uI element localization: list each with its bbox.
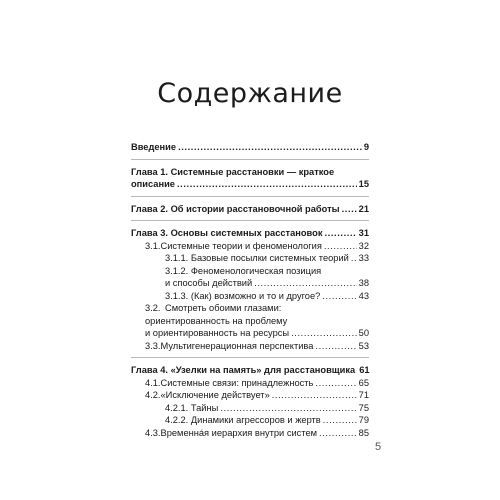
leader-dots xyxy=(322,290,356,303)
toc-entry-3-1-2[interactable]: 3.1.2. Феноменологическая позиция и способы действий ..... 38 xyxy=(131,265,369,290)
divider xyxy=(131,159,369,160)
leader-dots xyxy=(342,203,357,216)
toc-entry-4-2-2[interactable]: 4.2.2. Динамики агрессоров и жертв ..... 79 xyxy=(131,414,369,427)
page-ref: 79 xyxy=(358,415,369,425)
leader-dots xyxy=(220,402,356,415)
leader-dots xyxy=(324,227,356,240)
page-ref: 38 xyxy=(358,278,369,288)
toc-entry-3-2[interactable]: 3.2. Смотреть обоими глазами: ориентированность на проблему и ориентированность на ресурсы ..... 50 xyxy=(131,302,369,340)
page-ref: 71 xyxy=(358,390,369,400)
page-ref: 53 xyxy=(358,340,369,351)
page-ref: 61 xyxy=(359,365,370,375)
toc-entry-4-2-1[interactable]: 4.2.1. Тайны ..... 75 xyxy=(131,402,369,415)
leader-dots xyxy=(315,377,356,390)
page-number: 5 xyxy=(375,441,382,453)
toc-entry-4-1[interactable]: 4.1. Системные связи: принадлежность ..... 65 xyxy=(131,377,369,390)
page-ref: 75 xyxy=(358,402,369,413)
page-ref: 85 xyxy=(358,427,369,438)
toc-entry-3-3[interactable]: 3.3. Мультигенерационная перспектива ..... 53 xyxy=(131,340,369,353)
toc-entry-introduction[interactable]: Введение ..... 9 xyxy=(131,141,369,154)
divider xyxy=(131,220,369,221)
toc-entry-4-3[interactable]: 4.3. Временнáя иерархия внутри систем ..... 85 xyxy=(131,427,369,440)
toc-entry-chapter-1[interactable]: Глава 1. Системные расстановки — краткое описание ..... 15 xyxy=(131,166,369,191)
page-ref: 21 xyxy=(358,203,369,214)
toc-entry-chapter-3[interactable]: Глава 3. Основы системных расстановок ..... 31 xyxy=(131,227,369,240)
table-of-contents xyxy=(131,141,369,439)
leader-dots xyxy=(178,141,362,154)
leader-dots xyxy=(272,389,357,402)
toc-entry-3-1-3[interactable]: 3.1.3. (Как) возможно и то и другое? ..... 43 xyxy=(131,290,369,303)
leader-dots xyxy=(291,327,357,340)
page-ref: 32 xyxy=(358,240,369,251)
toc-entry-3-1-1[interactable]: 3.1.1. Базовые посылки системных теорий ..... 33 xyxy=(131,252,369,265)
leader-dots xyxy=(315,340,356,353)
toc-entry-chapter-4[interactable]: Глава 4. «Узелки на память» для расстановщика 61 xyxy=(131,365,370,375)
page-ref: 65 xyxy=(358,377,369,388)
page-ref: 33 xyxy=(358,253,369,263)
leader-dots xyxy=(254,277,356,290)
toc-entry-4-2[interactable]: 4.2. «Исключение действует» ..... 71 xyxy=(131,389,369,402)
leader-dots xyxy=(319,427,357,440)
leader-dots xyxy=(324,240,357,253)
page-ref: 43 xyxy=(358,290,369,301)
leader-dots xyxy=(323,414,357,427)
toc-entry-chapter-2[interactable]: Глава 2. Об истории расстановочной работы ..... 21 xyxy=(131,203,369,216)
page-ref: 31 xyxy=(358,228,369,238)
page-ref: 9 xyxy=(363,142,369,152)
divider xyxy=(131,196,369,197)
leader-dots xyxy=(351,252,357,265)
leader-dots xyxy=(177,178,357,191)
page-title: Содержание xyxy=(157,78,343,109)
divider xyxy=(131,357,369,358)
page-ref: 15 xyxy=(358,179,369,189)
toc-entry-3-1[interactable]: 3.1. Системные теории и феноменология ..... 32 xyxy=(131,240,369,253)
page-ref: 50 xyxy=(358,328,369,338)
